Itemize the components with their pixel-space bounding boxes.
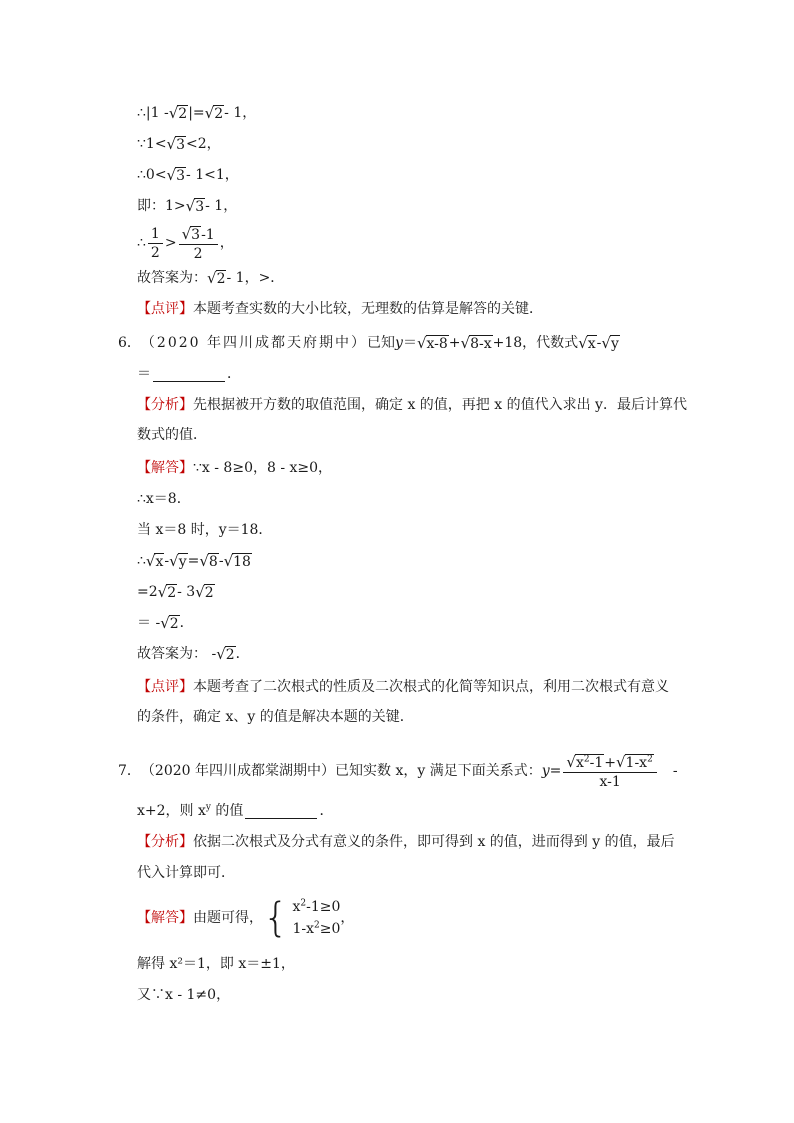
solution-line [137,985,230,1005]
answer-line: 故答案为： - √ 2 ． [137,645,250,663]
comment-text: 本题考查了二次根式的性质及二次根式的化简等知识点，利用二次根式有意义 [193,679,669,695]
solution-text: ∴x＝8． [137,491,191,507]
answer-blank[interactable] [245,804,317,819]
answer-line: 故答案为： √ 2 - 1，>． [137,269,285,287]
solution-line [137,489,191,509]
analysis-line [137,425,207,445]
comment-tag: 【点评】 [137,301,193,317]
question-number: 7． [118,763,141,779]
comment-line [137,677,669,697]
inequality-system: $x^2-1\ge 0$ $1-x^2\ge 0$ [292,898,341,937]
analysis-text: 数式的值． [137,427,207,443]
solution-text: 当 x＝8 时，y＝18． [137,522,273,538]
question-source: （2020 年四川成都棠湖期中） [140,763,336,779]
question-6-blank: ＝ ． [137,366,241,382]
step-line: ∴ $\frac{1}{2}$ > √ 3 -1 2 ， [137,224,234,262]
question-source: （2020 年四川成都天府期中） [140,335,368,351]
analysis-tag: 【分析】 [137,397,193,413]
brace-symbol: { [263,895,289,941]
analysis-line [137,863,235,883]
analysis-text: 代入计算即可． [137,865,235,881]
solution-text: 又∵x - 1≠0， [137,987,231,1003]
solution-line: 【解答】 由题可得， { $x^2-1\ge 0$ $1-x^2\ge 0$ ， [137,895,355,941]
analysis-tag: 【分析】 [137,834,193,850]
answer-blank[interactable] [153,367,225,382]
comment-tag: 【点评】 [137,679,193,695]
solution-lead: 由题可得， [193,910,263,926]
analysis-line [137,832,675,852]
step-line: ∵1< √ 3 <2， [137,135,221,153]
solution-line [137,520,272,540]
question-7-tail: x+2，则 $x^y$ 的值 ． [137,802,334,819]
comment-text: 的条件，确定 x、y 的值是解决本题的关键． [137,709,414,725]
solution-tag: 【解答】 [137,910,193,926]
solution-tag: 【解答】 [137,460,193,476]
comment-line [137,707,414,727]
question-7-stem: 7． （2020 年四川成都棠湖期中） 已知实数 x，y 满足下面关系式： y = √ $x^2-1$ + √ $1-x^2$ x-1 - [118,752,678,790]
question-6-stem: 6． （2020 年四川成都天府期中） 已知 y ＝ √ x-8 + √ 8-x +18，代数式 √ x - √ y [118,334,619,352]
solution-line: ∴ √ x - √ y = √ 8 - √ 18 [137,552,251,570]
question-stem-lead: 已知实数 x，y 满足下面关系式： [335,763,542,779]
step-line: ∴0< √ 3 - 1<1， [137,166,239,184]
analysis-text: 先根据被开方数的取值范围，确定 x 的值，再把 x 的值代入求出 y．最后计算代 [193,397,687,413]
analysis-text: 依据二次根式及分式有意义的条件，即可得到 x 的值，进而得到 y 的值，最后 [193,834,675,850]
analysis-line [137,395,687,415]
step-line: ∴|1 - √ 2 |= √ 2 - 1， [137,104,257,122]
solution-line [137,954,295,974]
comment-line [137,299,543,319]
solution-text: ∵x - 8≥0，8 - x≥0， [193,460,333,476]
solution-text: 解得 x²＝1，即 x＝±1， [137,956,295,972]
question-number: 6． [118,335,141,351]
step-line: 即：1> √ 3 - 1， [137,197,238,215]
solution-line: ＝ - √ 2 ． [137,614,194,632]
solution-line: =2 √ 2 - 3 √ 2 [137,583,214,601]
comment-text: 本题考查实数的大小比较，无理数的估算是解答的关键． [193,301,543,317]
solution-line [137,458,332,478]
